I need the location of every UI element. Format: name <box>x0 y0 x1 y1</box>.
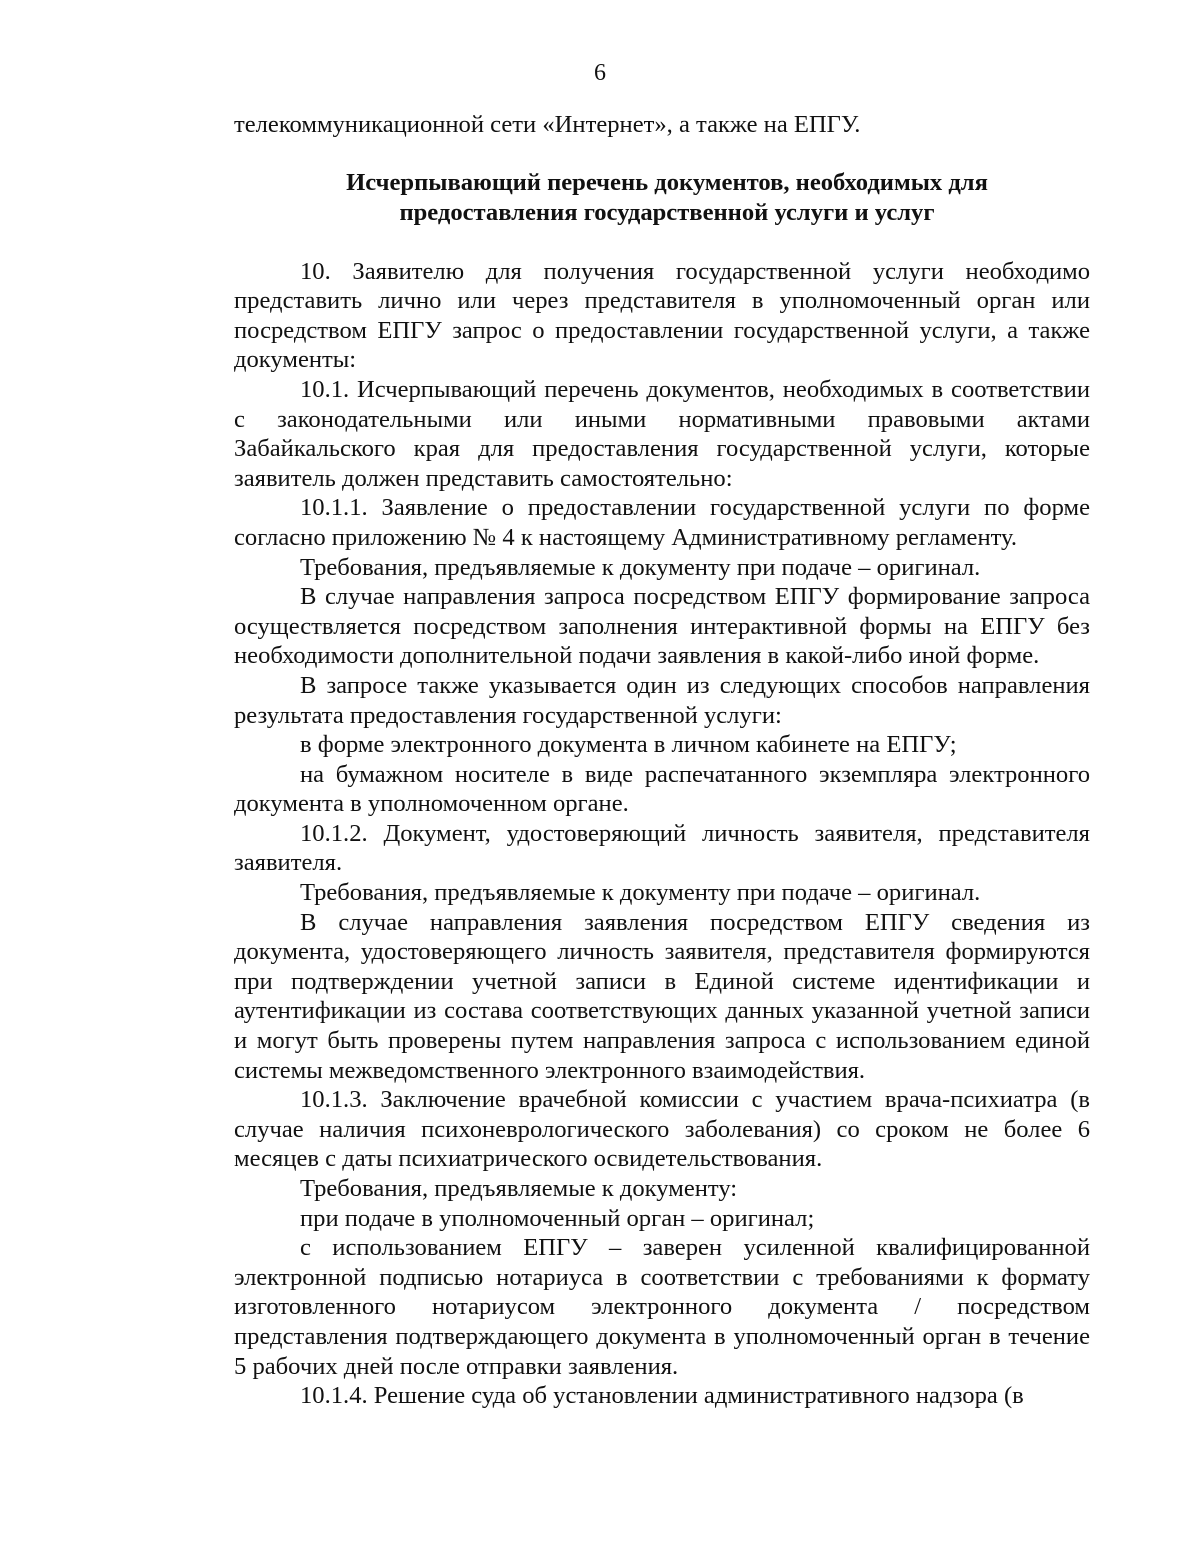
paragraph-10-1: 10.1. Исчерпывающий перечень документов, необходимых в соответствии с законодательными или иными нормативными правовыми актами Забайкальского края для предоставления государственной услуги, которые заявитель должен представить самостоятельно: <box>234 375 1090 492</box>
paragraph-requirement-office: при подаче в уполномоченный орган – оригинал; <box>300 1204 815 1232</box>
paragraph-identity-verification: В случае направления заявления посредством ЕПГУ сведения из документа, удостоверяющего личность заявителя, представителя формируются при подтверждении учетной записи в Единой системе идентификации и аутентификации из состава соответствующих данных указанной учетной записи и могут быть проверены путем направления запроса с использованием единой системы межведомственного электронного взаимодействия. <box>234 908 1090 1084</box>
paragraph-epgu-request: В случае направления запроса посредством ЕПГУ формирование запроса осуществляется посредством заполнения интерактивной формы на ЕПГУ без необходимости дополнительной подачи заявления в какой-либо иной форме. <box>234 583 1090 670</box>
paragraph-requirements-original-2: Требования, предъявляемые к документу при подаче – оригинал. <box>300 879 981 907</box>
section-heading-line-2: предоставления государственной услуги и услуг <box>399 198 935 226</box>
paragraph-10-1-2: 10.1.2. Документ, удостоверяющий личность заявителя, представителя заявителя. <box>234 819 1090 877</box>
page-number: 6 <box>594 60 606 86</box>
paragraph-method-paper: на бумажном носителе в виде распечатанного экземпляра электронного документа в уполномоченном органе. <box>234 760 1090 818</box>
paragraph-10-1-1: 10.1.1. Заявление о предоставлении государственной услуги по форме согласно приложению № 4 к настоящему Административному регламенту. <box>234 494 1090 551</box>
paragraph-result-methods: В запросе также указывается один из следующих способов направления результата предоставления государственной услуги: <box>234 671 1090 729</box>
paragraph-10-1-3: 10.1.3. Заключение врачебной комиссии с участием врача-психиатра (в случае наличия психоневрологического заболевания) со сроком не более 6 месяцев с даты психиатрического освидетельствования. <box>234 1086 1090 1173</box>
section-heading-line-1: Исчерпывающий перечень документов, необходимых для <box>346 168 988 196</box>
paragraph-requirements-original: Требования, предъявляемые к документу при подаче – оригинал. <box>300 553 981 581</box>
paragraph-method-electronic: в форме электронного документа в личном кабинете на ЕПГУ; <box>300 731 957 759</box>
section-heading <box>234 168 1090 228</box>
paragraph-10: 10. Заявителю для получения государственной услуги необходимо представить лично или через представителя в уполномоченный орган или посредством ЕПГУ запрос о предоставлении государственной услуги, а также документы: <box>234 257 1090 374</box>
paragraph-10-1-4: 10.1.4. Решение суда об установлении административного надзора (в <box>300 1382 1024 1410</box>
intro-line: телекоммуникационной сети «Интернет», а также на ЕПГУ. <box>234 111 861 138</box>
document-body <box>234 110 1090 1411</box>
paragraph-requirements-heading: Требования, предъявляемые к документу: <box>300 1175 738 1202</box>
paragraph-requirement-epgu: с использованием ЕПГУ – заверен усиленной квалифицированной электронной подписью нотариуса в соответствии с требованиями к формату изготовленного нотариусом электронного документа / посредством представления подтверждающего документа в уполномоченный орган в течение 5 рабочих дней после отправки заявления. <box>234 1234 1090 1380</box>
